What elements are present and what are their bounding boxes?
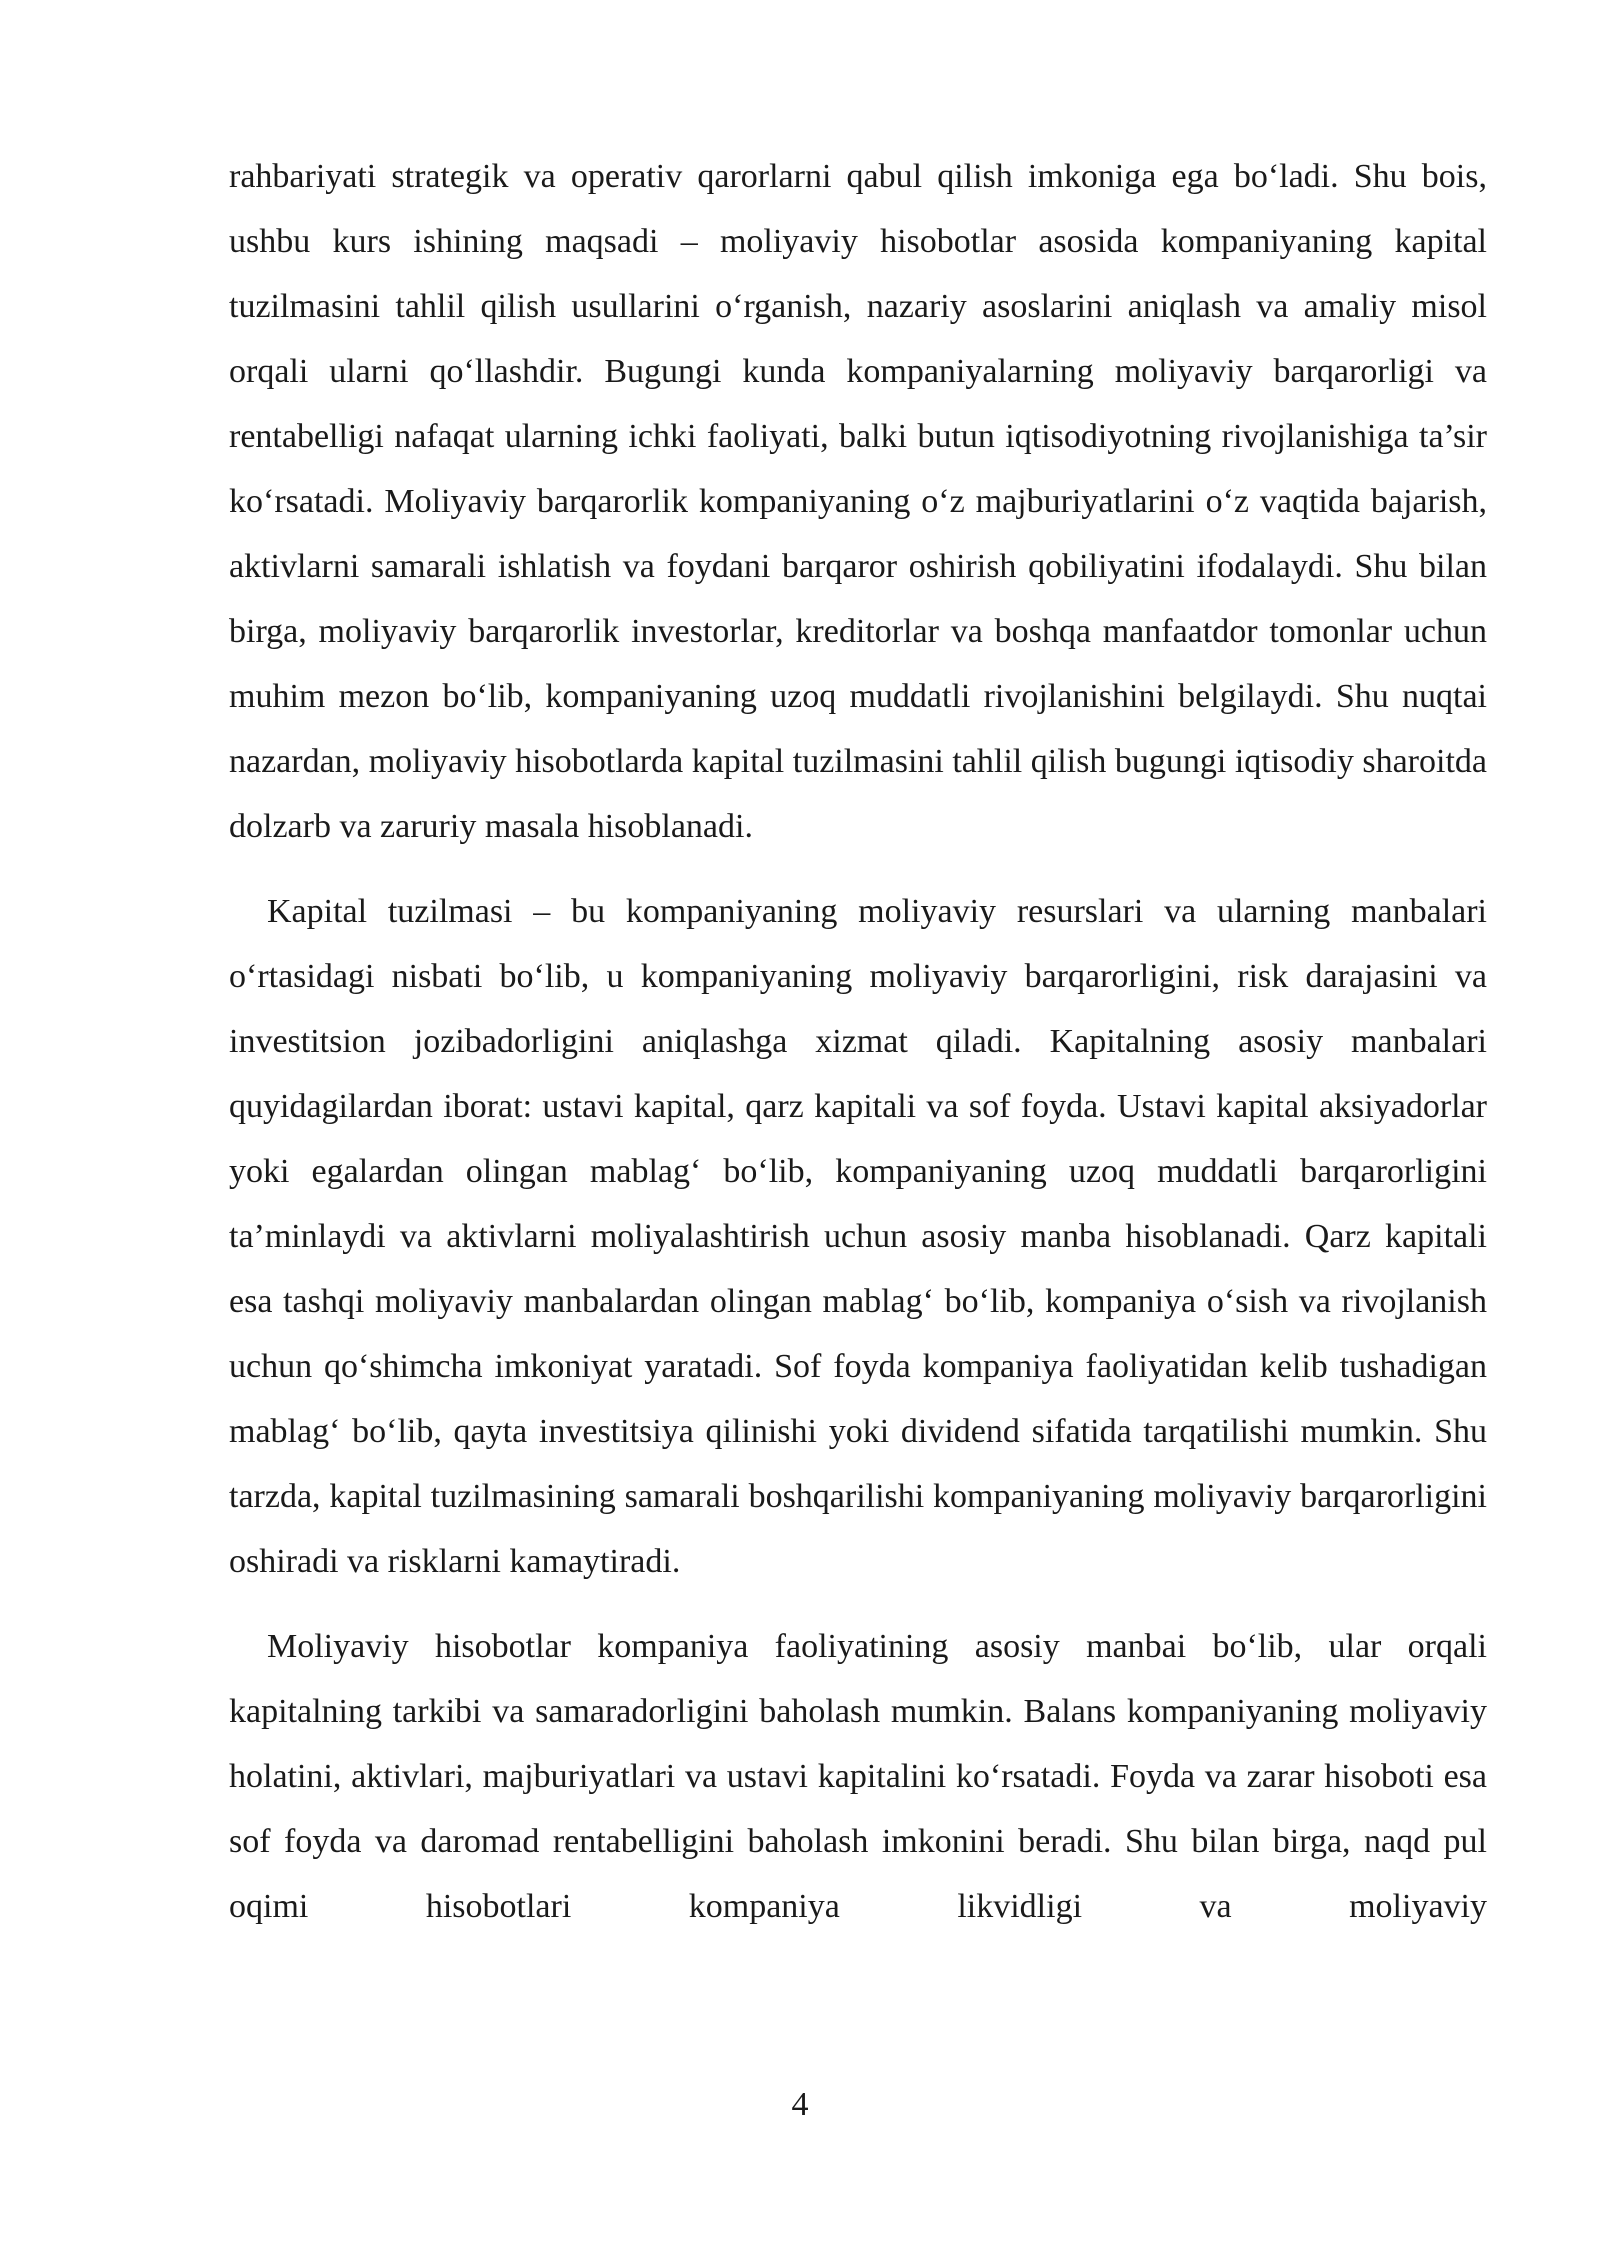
page-number: 4 xyxy=(791,2086,809,2123)
paragraph-3: Moliyaviy hisobotlar kompaniya faoliyatining asosiy manbai bo‘lib, ular orqali kapitalning tarkibi va samaradorligini baholash mumkin. Balans kompaniyaning moliyaviy holatini, aktivlari, majburiyatlari va ustavi kapitalini ko‘rsatadi. Foyda va zarar hisoboti esa sof foyda va daromad rentabelligini baholash imkonini beradi. Shu bilan birga, naqd pul oqimi hisobotlari kompaniya likvidligi va moliyaviy xyxy=(229,1628,1487,1925)
paragraph-1: rahbariyati strategik va operativ qarorlarni qabul qilish imkoniga ega bo‘ladi. Shu bois, ushbu kurs ishining maqsadi – moliyaviy hisobotlar asosida kompaniyaning kapital tuzilmasini tahlil qilish usullarini o‘rganish, nazariy asoslarini aniqlash va amaliy misol orqali ularni qo‘llashdir. Bugungi kunda kompaniyalarning moliyaviy barqarorligi va rentabelligi nafaqat ularning ichki faoliyati, balki butun iqtisodiyotning rivojlanishiga ta’sir ko‘rsatadi. Moliyaviy barqarorlik kompaniyaning o‘z majburiyatlarini o‘z vaqtida bajarish, aktivlarni samarali ishlatish va foydani barqaror oshirish qobiliyatini ifodalaydi. Shu bilan birga, moliyaviy barqarorlik investorlar, kreditorlar va boshqa manfaatdor tomonlar uchun muhim mezon bo‘lib, kompaniyaning uzoq muddatli rivojlanishini belgilaydi. Shu nuqtai nazardan, moliyaviy hisobotlarda kapital tuzilmasini tahlil qilish bugungi iqtisodiy sharoitda dolzarb va zaruriy masala hisoblanadi. xyxy=(229,158,1487,845)
paragraph-2: Kapital tuzilmasi – bu kompaniyaning moliyaviy resurslari va ularning manbalari o‘rtasidagi nisbati bo‘lib, u kompaniyaning moliyaviy barqarorligini, risk darajasini va investitsion jozibadorligini aniqlashga xizmat qiladi. Kapitalning asosiy manbalari quyidagilardan iborat: ustavi kapital, qarz kapitali va sof foyda. Ustavi kapital aksiyadorlar yoki egalardan olingan mablag‘ bo‘lib, kompaniyaning uzoq muddatli barqarorligini ta’minlaydi va aktivlarni moliyalashtirish uchun asosiy manba hisoblanadi. Qarz kapitali esa tashqi moliyaviy manbalardan olingan mablag‘ bo‘lib, kompaniya o‘sish va rivojlanish uchun qo‘shimcha imkoniyat yaratadi. Sof foyda kompaniya faoliyatidan kelib tushadigan mablag‘ bo‘lib, qayta investitsiya qilinishi yoki dividend sifatida tarqatilishi mumkin. Shu tarzda, kapital tuzilmasining samarali boshqarilishi kompaniyaning moliyaviy barqarorligini oshiradi va risklarni kamaytiradi. xyxy=(229,893,1487,1580)
body-text xyxy=(229,144,1487,1939)
